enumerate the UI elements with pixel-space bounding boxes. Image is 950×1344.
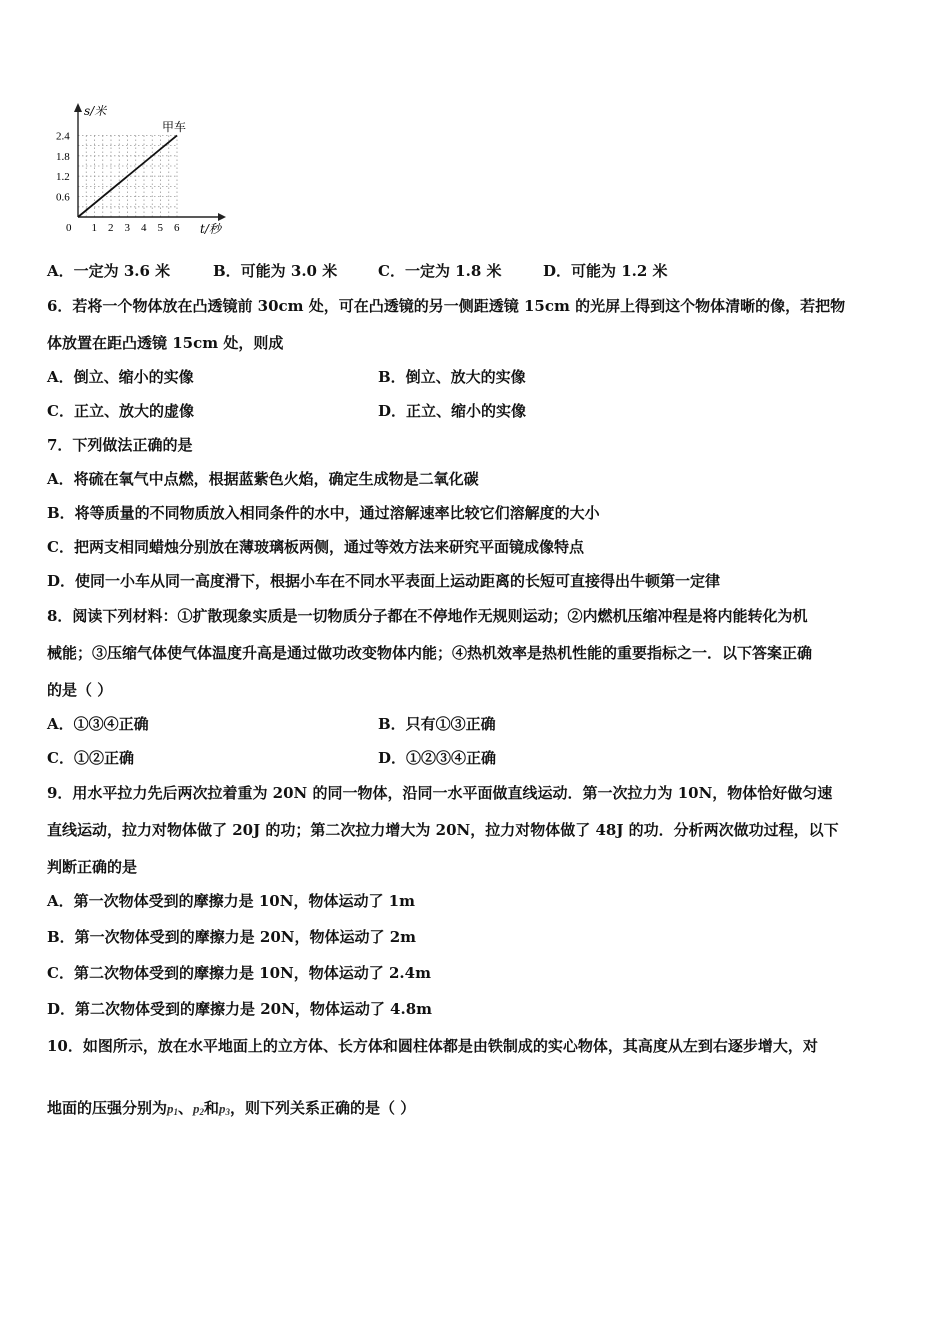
x-tick-label: 4 (141, 222, 147, 234)
q8-stem-line2: 械能；③压缩气体使气体温度升高是通过做功改变物体内能；④热机效率是热机性能的重要指标之一．以下答案正确 (47, 644, 813, 662)
q9-stem-line2: 直线运动，拉力对物体做了 20J 的功；第二次拉力增大为 20N，拉力对物体做了 48J 的功．分析两次做功过程，以下 (47, 821, 839, 839)
q9-stem-line1: 9．用水平拉力先后两次拉着重为 20N 的同一物体，沿同一水平面做直线运动．第一次拉力为 10N，物体恰好做匀速 (47, 784, 833, 802)
q5-option-a[interactable]: A．一定为 3.6 米 (47, 262, 171, 280)
y-tick-label: 2.4 (56, 130, 70, 143)
q8-option-c[interactable]: C．①②正确 (47, 749, 134, 767)
q8-stem-line1: 8．阅读下列材料：①扩散现象实质是一切物质分子都在不停地作无规则运动；②内燃机压缩冲程是将内能转化为机 (47, 607, 808, 625)
q10-stem-pre: 地面的压强分别为 (47, 1099, 168, 1117)
y-tick-label: 1.2 (56, 171, 70, 184)
q10-stem-line2 (47, 1098, 415, 1122)
p2-symbol: $p_2$ (193, 1101, 205, 1117)
q6-stem-line2: 体放置在距凸透镜 15cm 处，则成 (47, 334, 284, 352)
x-tick-label: 6 (174, 222, 180, 234)
q5-option-c[interactable]: C．一定为 1.8 米 (378, 262, 502, 280)
p1-symbol: $p_1$ (167, 1101, 179, 1117)
q8-option-b[interactable]: B．只有①③正确 (378, 715, 496, 733)
y-tick-labels (56, 130, 70, 203)
y-axis-arrow (74, 103, 82, 112)
origin-label: 0 (66, 222, 72, 234)
q6-option-a[interactable]: A．倒立、缩小的实像 (47, 368, 194, 386)
q5-option-d[interactable]: D．可能为 1.2 米 (543, 262, 668, 280)
x-axis-arrow (218, 213, 226, 221)
x-axis-label: t/秒 (200, 222, 221, 236)
q9-option-b[interactable]: B．第一次物体受到的摩擦力是 20N，物体运动了 2m (47, 928, 417, 946)
x-tick-labels (92, 222, 181, 234)
q8-stem-line3: 的是（ ） (47, 681, 113, 699)
q7-option-b[interactable]: B．将等质量的不同物质放入相同条件的水中，通过溶解速率比较它们溶解度的大小 (47, 504, 600, 522)
q9-option-c[interactable]: C．第二次物体受到的摩擦力是 10N，物体运动了 2.4m (47, 964, 431, 982)
q10-stem-post: ，则下列关系正确的是（ ） (230, 1099, 416, 1117)
y-tick-label: 0.6 (56, 191, 70, 204)
y-tick-label: 1.8 (56, 150, 70, 163)
q7-option-d[interactable]: D．使同一小车从同一高度滑下，根据小车在不同水平表面上运动距离的长短可直接得出牛顿第一定律 (47, 572, 721, 590)
q10-stem-line1: 10．如图所示，放在水平地面上的立方体、长方体和圆柱体都是由铁制成的实心物体，其高度从左到右逐步增大，对 (47, 1037, 818, 1055)
q10-sep2: 和 (204, 1099, 220, 1117)
q9-option-a[interactable]: A．第一次物体受到的摩擦力是 10N，物体运动了 1m (47, 892, 415, 910)
q8-option-a[interactable]: A．①③④正确 (47, 715, 149, 733)
s-t-graph (50, 100, 240, 240)
q7-option-c[interactable]: C．把两支相同蜡烛分别放在薄玻璃板两侧，通过等效方法来研究平面镜成像特点 (47, 538, 584, 556)
q8-option-d[interactable]: D．①②③④正确 (378, 749, 497, 767)
x-tick-label: 1 (91, 222, 97, 234)
series-label: 甲车 (162, 120, 187, 134)
p3-symbol: $p_3$ (219, 1101, 231, 1117)
q6-stem-line1: 6．若将一个物体放在凸透镜前 30cm 处，可在凸透镜的另一侧距透镜 15cm 的光屏上得到这个物体清晰的像，若把物 (47, 297, 846, 315)
q7-option-a[interactable]: A．将硫在氧气中点燃，根据蓝紫色火焰，确定生成物是二氧化碳 (47, 470, 479, 488)
q9-option-d[interactable]: D．第二次物体受到的摩擦力是 20N，物体运动了 4.8m (47, 1000, 433, 1018)
x-tick-label: 5 (157, 222, 163, 234)
q6-option-b[interactable]: B．倒立、放大的实像 (378, 368, 526, 386)
x-tick-label: 2 (108, 222, 114, 234)
q5-option-b[interactable]: B．可能为 3.0 米 (213, 262, 338, 280)
q9-stem-line3: 判断正确的是 (47, 858, 138, 876)
q6-option-d[interactable]: D．正立、缩小的实像 (378, 402, 527, 420)
q6-option-c[interactable]: C．正立、放大的虚像 (47, 402, 194, 420)
q7-stem: 7．下列做法正确的是 (47, 436, 193, 454)
x-tick-label: 3 (124, 222, 130, 234)
y-axis-label: s/米 (84, 104, 107, 118)
q10-sep1: 、 (178, 1099, 194, 1117)
